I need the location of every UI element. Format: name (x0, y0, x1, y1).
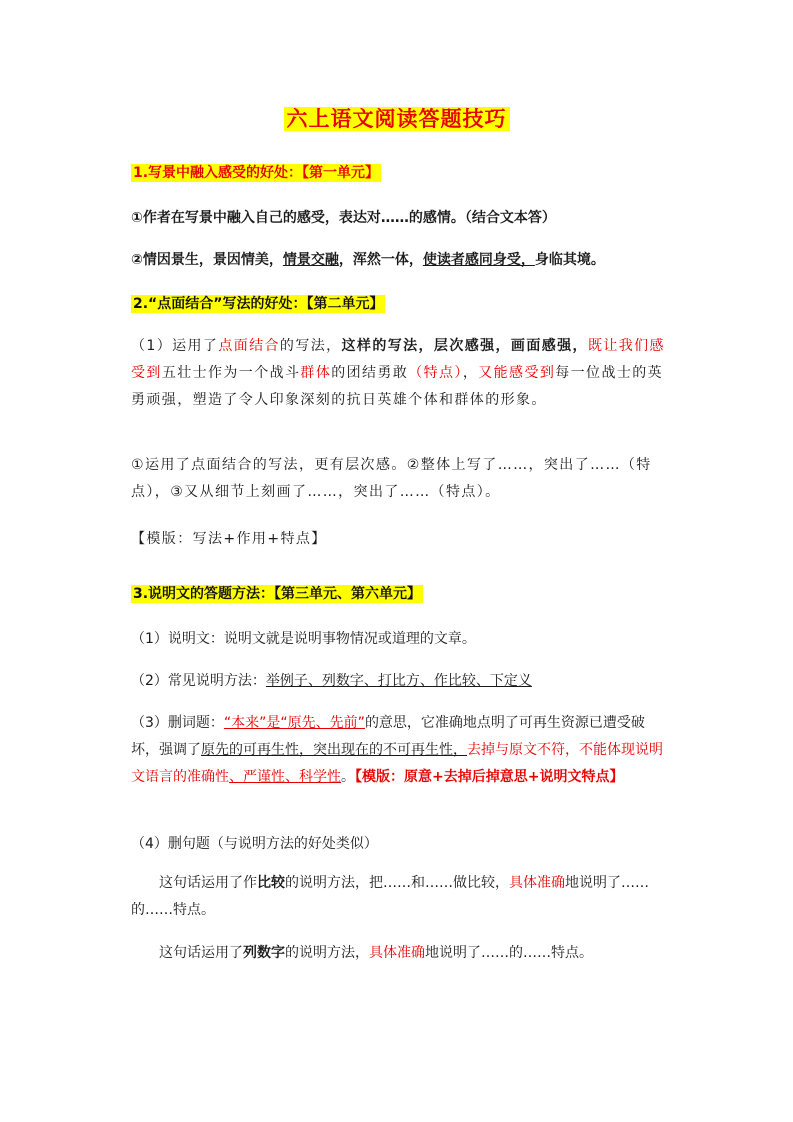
section-1-point-2 (131, 249, 605, 269)
s3-p3-f: 去掉与原文不符，不能体现说明文语言的准确性 (131, 742, 663, 785)
s2-p1-i: （特点） (408, 365, 463, 381)
s3-p6-c: 的说明方法， (285, 945, 369, 961)
section-3-heading: 3.说明文的答题方法：【第三单元、第六单元】 (133, 586, 422, 602)
s2-p1-e: 既让我们感受到 (131, 338, 665, 381)
s3-p2-a: （2）常见说明方法： (131, 673, 266, 689)
s3-p5-d: 具体准确 (509, 875, 565, 891)
s2-p1-d: 这样的写法，层次感强，画面感强， (341, 338, 588, 354)
s3-p3-i: 【模版：原意+去掉后掉意思+说明文特点】 (355, 769, 624, 785)
s1-p2-underline-2: 使读者感同身受， (422, 252, 535, 268)
s2-p1-c: 的写法， (279, 338, 342, 354)
s1-p2-a: ②情因景生，景因情美， (131, 252, 283, 268)
section-1-heading-line (131, 162, 381, 182)
s3-p5-b: 比较 (257, 875, 285, 891)
s3-p6-a: 这句话运用了 (159, 945, 243, 961)
section-1-point-1: ①作者在写景中融入自己的感受，表达对……的感情。（结合文本答） (131, 210, 556, 226)
section-1-heading: 1.写景中融入感受的好处：【第一单元】 (133, 165, 380, 181)
section-3-point-4: （4）删句题（与说明方法的好处类似） (131, 836, 378, 852)
section-2-point-2: ①运用了点面结合的写法，更有层次感。②整体上写了……，突出了……（特点），③又从细节上刻画了……，突出了……（特点）。 (131, 457, 652, 500)
s2-p1-b: 点面结合 (218, 338, 280, 354)
s2-p1-j: ， (462, 365, 479, 381)
s2-p1-l: 每一位战士的英勇顽强，塑造了令人印象深刻的抗日英雄个体和群体的形象。 (131, 365, 664, 408)
section-3-point-6 (131, 940, 666, 967)
s2-p1-a: （1）运用了 (131, 338, 219, 354)
s3-p6-d: 具体准确 (369, 945, 425, 961)
s3-p6-b: 列数字 (243, 945, 285, 961)
s1-p2-e: 身临其境。 (534, 252, 605, 268)
section-2-template: 【模版：写法+作用+特点】 (131, 531, 327, 547)
section-3-heading-line (131, 583, 423, 603)
section-2-heading: 2.“点面结合”写法的好处：【第二单元】 (133, 296, 384, 312)
s3-p2-methods: 举例子、列数字、打比方、作比较、下定义 (265, 673, 532, 689)
s2-p1-h: 的团结勇敢 (331, 365, 409, 381)
s1-p2-c: ，浑然一体， (338, 252, 423, 268)
s2-p1-f: 五壮士作为一个战斗 (161, 365, 301, 381)
section-2-point-1 (131, 333, 666, 414)
s3-p5-c: 的说明方法，把……和……做比较， (285, 875, 509, 891)
section-3-point-2 (131, 670, 532, 690)
s3-p3-g: 、严谨性、科学性 (229, 769, 341, 785)
section-3-point-1: （1）说明文：说明文就是说明事物情况或道理的文章。 (131, 631, 476, 647)
s3-p3-a: （3）删词题： (131, 715, 224, 731)
s3-p5-e: 地说明了……的……特点。 (131, 875, 649, 918)
section-3-point-3 (131, 710, 666, 791)
s1-p2-underline-1: 情景交融 (282, 252, 339, 268)
s3-p3-c: 的意思，它准确地点明了可再生资源已遭受破坏，强调了 (131, 715, 645, 758)
section-2-heading-line (131, 293, 385, 313)
s3-p3-e: 突出现在的不可再生性， (313, 742, 467, 758)
section-3-point-5 (131, 870, 666, 924)
page-title-wrap (0, 103, 793, 133)
s3-p6-e: 地说明了……的……特点。 (425, 945, 593, 961)
s2-p1-k: 又能感受到 (478, 365, 556, 381)
s3-p3-h: 。 (341, 769, 355, 785)
page-title: 六上语文阅读答题技巧 (284, 107, 510, 131)
s3-p5-a: 这句话运用了作 (159, 875, 257, 891)
s2-p1-g: 群体 (300, 365, 332, 381)
s3-p3-b: “本来”是“原先、先前” (223, 715, 365, 731)
s3-p3-d: 原先的可再生性， (201, 742, 313, 758)
